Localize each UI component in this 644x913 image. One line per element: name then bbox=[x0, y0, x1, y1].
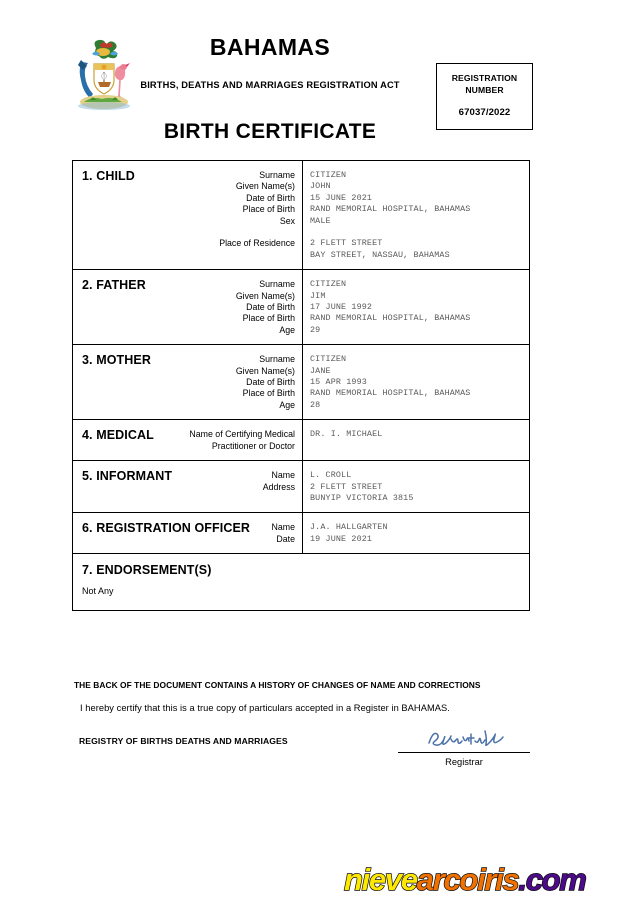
section-labels-mother bbox=[151, 345, 302, 419]
section-values-registration-officer bbox=[302, 513, 529, 553]
act-subtitle: BIRTHS, DEATHS AND MARRIAGES REGISTRATION ACT bbox=[140, 80, 400, 90]
field-value: JANE bbox=[310, 365, 331, 376]
section-values-child bbox=[302, 161, 529, 269]
field-label: Surname bbox=[259, 279, 295, 290]
field-label: Place of Birth bbox=[242, 204, 295, 215]
registration-number-box bbox=[436, 63, 533, 130]
endorsement-body: Not Any bbox=[82, 586, 114, 597]
field-label: Age bbox=[279, 399, 295, 410]
section-values-mother bbox=[302, 345, 529, 419]
registration-label-line2: NUMBER bbox=[465, 84, 504, 95]
field-value: 2 FLETT STREET bbox=[310, 481, 383, 492]
field-value: RAND MEMORIAL HOSPITAL, BAHAMAS bbox=[310, 388, 471, 399]
section-title-endorsements: 7. ENDORSEMENT(S) bbox=[82, 563, 212, 578]
country-title: BAHAMAS bbox=[209, 34, 331, 60]
section-labels-informant bbox=[172, 461, 302, 512]
field-value: MALE bbox=[310, 215, 331, 226]
field-value: 19 JUNE 2021 bbox=[310, 533, 373, 544]
field-value: 15 JUNE 2021 bbox=[310, 192, 373, 203]
section-title-mother: 3. MOTHER bbox=[82, 353, 151, 368]
field-label: Surname bbox=[259, 354, 295, 365]
field-value: CITIZEN bbox=[310, 279, 347, 290]
field-label: Place of Residence bbox=[219, 238, 295, 249]
field-value: 15 APR 1993 bbox=[310, 377, 367, 388]
section-values-medical bbox=[302, 420, 529, 460]
field-label: Practitioner or Doctor bbox=[211, 440, 295, 451]
registration-label-line1: REGISTRATION bbox=[451, 73, 518, 83]
signature-caption: Registrar bbox=[445, 757, 483, 767]
field-label: Name bbox=[271, 470, 295, 481]
field-value: CITIZEN bbox=[310, 170, 347, 180]
field-value: 29 bbox=[310, 324, 321, 335]
section-medical bbox=[73, 420, 529, 461]
field-value: 28 bbox=[310, 399, 321, 410]
field-label: Date bbox=[276, 533, 295, 544]
section-labels-child bbox=[135, 161, 302, 269]
certificate-table bbox=[72, 160, 530, 611]
certification-statement: I hereby certify that this is a true copy of particulars accepted in a Register in BAHAMAS. bbox=[80, 703, 450, 713]
registrar-signature-icon bbox=[398, 726, 530, 752]
section-father bbox=[73, 270, 529, 345]
section-child bbox=[73, 161, 529, 270]
section-title-child: 1. CHILD bbox=[82, 169, 135, 183]
section-values-informant bbox=[302, 461, 529, 512]
field-label: Sex bbox=[279, 215, 295, 226]
field-label: Given Name(s) bbox=[235, 181, 295, 192]
site-watermark bbox=[344, 862, 586, 898]
back-of-document-notice: THE BACK OF THE DOCUMENT CONTAINS A HISTORY OF CHANGES OF NAME AND CORRECTIONS bbox=[74, 680, 481, 690]
field-label: Place of Birth bbox=[242, 313, 295, 324]
field-label: Name of Certifying Medical bbox=[189, 429, 295, 440]
field-value: L. CROLL bbox=[310, 470, 352, 481]
field-label: Address bbox=[262, 481, 295, 492]
section-labels-registration-officer bbox=[250, 513, 302, 553]
section-values-father bbox=[302, 270, 529, 344]
document-header bbox=[0, 0, 644, 155]
registry-name: REGISTRY OF BIRTHS DEATHS AND MARRIAGES bbox=[79, 736, 288, 746]
field-label: Name bbox=[271, 522, 295, 533]
section-mother bbox=[73, 345, 529, 420]
section-title-informant: 5. INFORMANT bbox=[82, 469, 173, 484]
field-value: RAND MEMORIAL HOSPITAL, BAHAMAS bbox=[310, 313, 471, 324]
field-value: BUNYIP VICTORIA 3815 bbox=[310, 492, 414, 503]
field-label: Place of Birth bbox=[242, 388, 295, 399]
field-label: Date of Birth bbox=[246, 192, 295, 203]
field-value: BAY STREET, NASSAU, BAHAMAS bbox=[310, 249, 450, 260]
registration-number-value: 67037/2022 bbox=[458, 107, 511, 118]
field-value: 17 JUNE 1992 bbox=[310, 302, 373, 313]
field-value: RAND MEMORIAL HOSPITAL, BAHAMAS bbox=[310, 204, 471, 215]
field-value: J.A. HALLGARTEN bbox=[310, 522, 388, 533]
watermark-part-1: nieve bbox=[344, 862, 417, 897]
field-label: Given Name(s) bbox=[235, 290, 295, 301]
field-value: JOHN bbox=[310, 181, 331, 192]
field-label: Given Name(s) bbox=[235, 365, 295, 376]
watermark-part-2: arcoiris bbox=[416, 862, 519, 897]
section-informant bbox=[73, 461, 529, 513]
document-title: BIRTH CERTIFICATE bbox=[163, 120, 377, 143]
section-title-father: 2. FATHER bbox=[82, 278, 146, 293]
field-value: JIM bbox=[310, 290, 326, 301]
section-endorsements bbox=[73, 554, 529, 610]
signature-block bbox=[398, 726, 530, 767]
field-label: Age bbox=[279, 324, 295, 335]
field-value: DR. I. MICHAEL bbox=[310, 429, 383, 440]
field-value: 2 FLETT STREET bbox=[310, 238, 383, 249]
section-title-registration-officer: 6. REGISTRATION OFFICER bbox=[82, 521, 251, 536]
section-labels-medical bbox=[154, 420, 302, 460]
section-registration-officer bbox=[73, 513, 529, 554]
field-label: Date of Birth bbox=[246, 302, 295, 313]
field-label: Date of Birth bbox=[246, 377, 295, 388]
field-label: Surname bbox=[259, 170, 295, 180]
watermark-part-3: .com bbox=[518, 862, 586, 897]
section-labels-father bbox=[146, 270, 302, 344]
field-value: CITIZEN bbox=[310, 354, 347, 365]
section-title-medical: 4. MEDICAL bbox=[82, 428, 154, 443]
